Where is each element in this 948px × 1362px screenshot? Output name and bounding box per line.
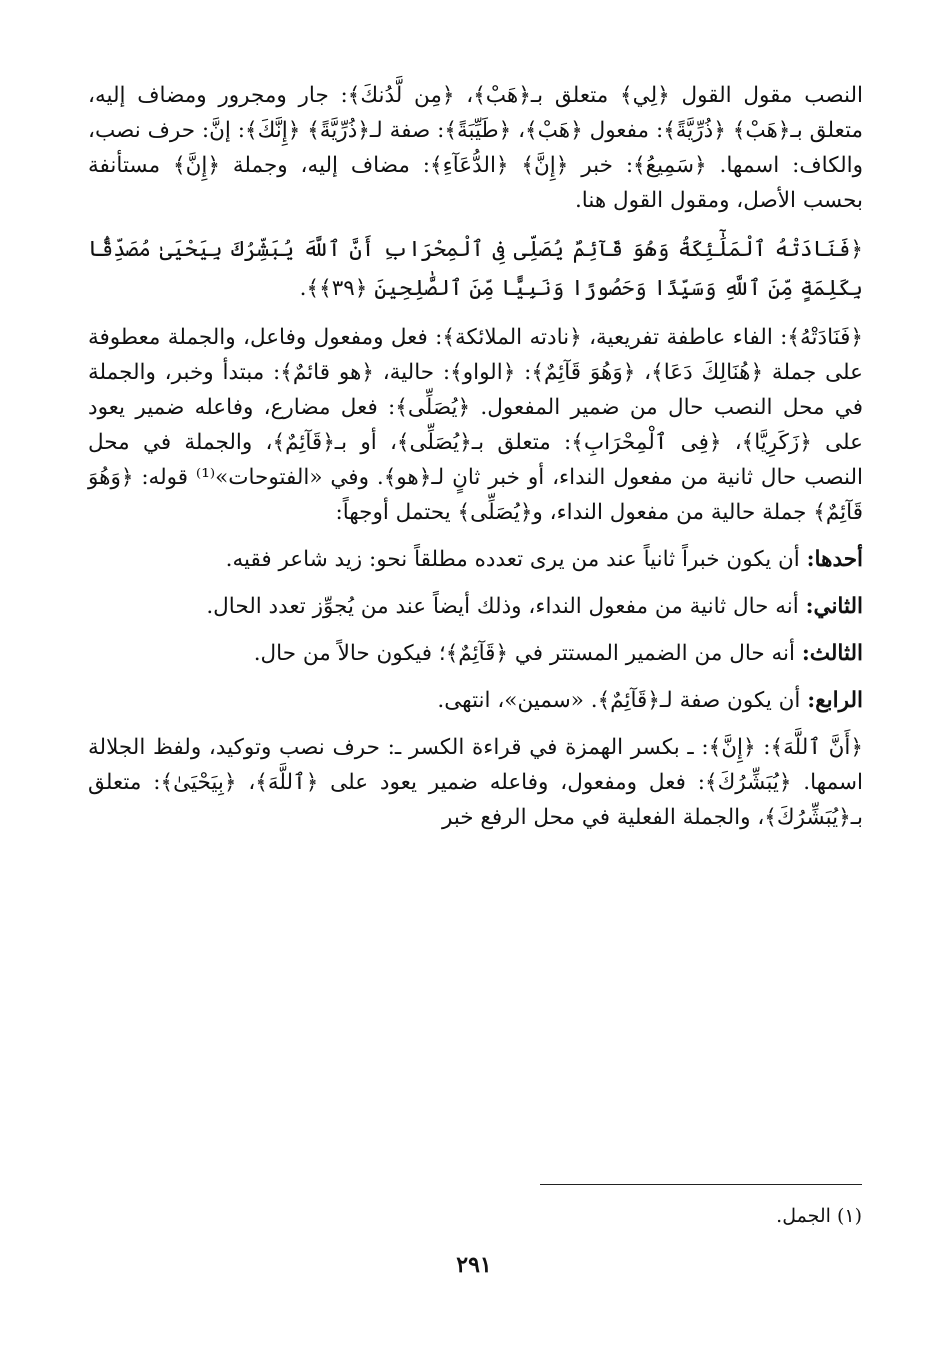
paragraph-intro [88, 78, 863, 218]
paragraph-first-aspect [88, 542, 863, 577]
paragraph-analysis [88, 320, 863, 530]
paragraph-text: النصب مقول القول ﴿لِي﴾ متعلق بـ﴿هَبْ﴾، ﴿مِن لَّدُنكَ﴾: جار ومجرور ومضاف إليه، متعلق بـ﴿هَبْ﴾ ﴿ذُرِّيَّةً﴾: مفعول ﴿هَبْ﴾، ﴿طَيِّبَةً﴾: صفة لـ﴿ذُرِّيَّةً﴾ ﴿إِنَّكَ﴾: إنَّ: حرف نصب، والكاف: اسمها. ﴿سَمِيعُ﴾: خبر ﴿إِنَّ﴾ ﴿الدُّعَآءِ﴾: مضاف إليه، وجملة ﴿إِنَّ﴾ مستأنفة بحسب الأصل، ومقول القول هنا. [88, 83, 863, 213]
aspect-text: أنه حال من الضمير المستتر في ﴿قَآئِمٌ﴾؛ فيكون حالاً من حال. [253, 641, 795, 666]
aspect-label: الثاني: [805, 594, 863, 619]
paragraph-text: ﴿فَنَادَتْهُ﴾: الفاء عاطفة تفريعية، ﴿نادته الملائكة﴾: فعل ومفعول وفاعل، والجملة معطوفة على جملة ﴿هُنَالِكَ دَعَا﴾، ﴿وَهُوَ قَآئِمٌ﴾: ﴿الواو﴾: حالية، ﴿هو قائمٌ﴾: مبتدأ وخبر، والجملة في محل النصب حال من ضمير المفعول. ﴿يُصَلِّى﴾: فعل مضارع، وفاعله ضمير يعود على ﴿زَكَرِيَّا﴾، ﴿فِى ٱلْمِحْرَابِ﴾: متعلق بـ﴿يُصَلِّى﴾، أو بـ﴿قَآئِمٌ﴾، والجملة في محل النصب حال ثانية من مفعول النداء، أو خبر ثانٍ لـ﴿هو﴾. وفي «الفتوحات»⁽¹⁾ قوله: ﴿وَهُوَ قَآئِمٌ﴾ جملة حالية من مفعول النداء، و﴿يُصَلِّى﴾ يحتمل أوجهاً: [88, 325, 863, 525]
aspect-label: أحدها: [806, 547, 863, 572]
aspect-text: أن يكون صفة لـ﴿قَآئِمٌ﴾. «سمين»، انتهى. [437, 688, 801, 713]
page-number: ٢٩١ [456, 1252, 492, 1278]
paragraph-fourth-aspect [88, 683, 863, 718]
aspect-text: أن يكون خبراً ثانياً عند من يرى تعدده مطلقاً نحو: زيد شاعر فقيه. [225, 547, 800, 572]
paragraph-text: ﴿أَنَّ ٱللَّهَ﴾: ﴿إِنَّ﴾: ـ بكسر الهمزة في قراءة الكسر ـ: حرف نصب وتوكيد، ولفظ الجلالة اسمها. ﴿يُبَشِّرُكَ﴾: فعل ومفعول، وفاعله ضمير يعود على ﴿ٱللَّهَ﴾، ﴿بِيَحْيَىٰ﴾: متعلق بـ﴿يُبَشِّرُكَ﴾، والجملة الفعلية في محل الرفع خبر [88, 735, 863, 830]
paragraph-third-aspect [88, 636, 863, 671]
aspect-label: الرابع: [807, 688, 863, 713]
aspect-label: الثالث: [801, 641, 863, 666]
verse-text: ﴿فَنَادَتْهُ ٱلْمَلَٰٓئِكَةُ وَهُوَ قَآئِمٌ يُصَلِّى فِى ٱلْمِحْرَابِ أَنَّ ٱللَّهَ يُبَشِّرُكَ بِيَحْيَىٰ مُصَدِّقًۢا بِكَلِمَةٍ مِّنَ ٱللَّهِ وَسَيِّدًا وَحَصُورًا وَنَبِيًّا مِّنَ ٱلصَّٰلِحِينَ ﴿٣٩﴾﴾. [88, 237, 863, 301]
quran-verse [88, 230, 863, 308]
paragraph-final [88, 730, 863, 835]
page-body [88, 78, 863, 847]
footnote: (١) الجمل. [776, 1205, 862, 1227]
aspect-text: أنه حال ثانية من مفعول النداء، وذلك أيضاً عند من يُجوِّز تعدد الحال. [206, 594, 799, 619]
footnote-divider [540, 1184, 862, 1185]
paragraph-second-aspect [88, 589, 863, 624]
